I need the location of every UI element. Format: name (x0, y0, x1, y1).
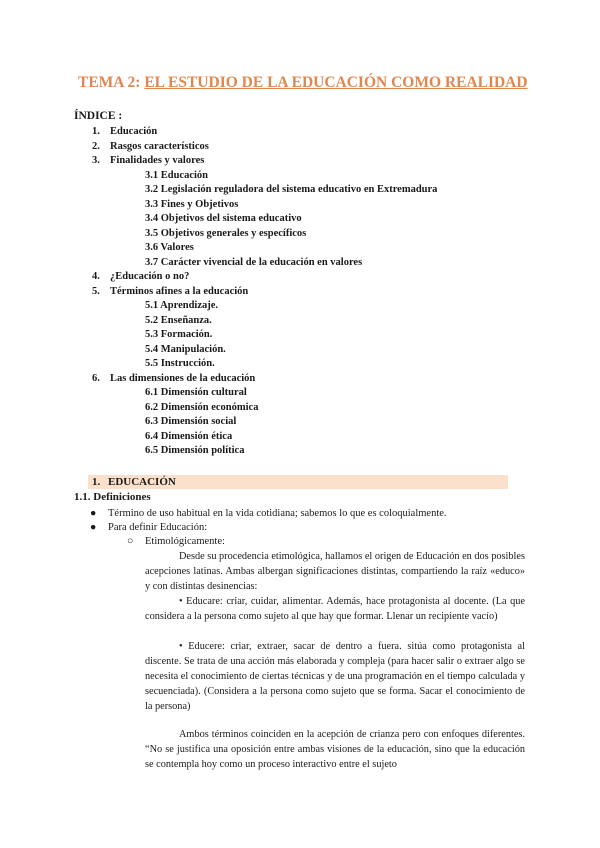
toc-subitem: 5.5 Instrucción. (145, 358, 215, 369)
title-prefix: TEMA 2: (78, 74, 145, 91)
section-number: 1. (92, 476, 101, 488)
sub-bullet-item: ○ Etimológicamente: (127, 536, 225, 547)
toc-subitem: 5.1 Aprendizaje. (145, 300, 219, 311)
section-heading (88, 475, 508, 489)
toc-subitem: 6.5 Dimensión política (145, 445, 245, 456)
toc-subitem: 6.3 Dimensión social (145, 416, 237, 427)
bullet-item: ● Para definir Educación: (90, 522, 208, 533)
toc-subitem: 5.4 Manipulación. (145, 343, 226, 355)
document-title (78, 74, 528, 92)
toc-item: 5. Términos afines a la educación (92, 285, 249, 297)
hollow-bullet-icon: ○ (127, 536, 134, 547)
paragraph: Desde su procedencia etimológica, hallamos el origen de Educación en dos posibles acepciones latinas. Ambas albergan significaciones distintas, compartiendo la raíz «educo» y con distintas desinencias: (145, 551, 525, 592)
toc-item: 1. Educación (92, 126, 158, 137)
toc-item: 6. Las dimensiones de la educación (92, 372, 256, 384)
paragraph: Ambos términos coinciden en la acepción de crianza pero con enfoques diferentes. “No se justifica una oposición entre ambas visiones de la educación, sino que la educación se contempla hoy como un proceso interactivo entre el sujeto (145, 729, 525, 770)
paragraph: • Educere: criar, extraer, sacar de dentro a fuera. sitúa como protagonista al discente. Se trata de una acción más elaborada y compleja (para hacer salir o extraer algo se necesita el conocimiento de ciertas técnicas y de una programación en el tiempo calculada y secuenciada). (Considera a la persona como sujeto que se forma. Sacar el conocimiento de la persona) (145, 641, 525, 712)
paragraph: • Educare: criar, cuidar, alimentar. Además, hace protagonista al docente. (La que considera a la persona como sujeto al que hay que formar. Llenar un recipiente vacío) (145, 596, 525, 622)
toc-item: 2. Rasgos característicos (92, 140, 209, 152)
toc-subitem: 6.2 Dimensión económica (145, 401, 259, 413)
bullet-dot-icon: ● (90, 508, 97, 519)
toc-item: 3. Finalidades y valores (92, 155, 205, 166)
toc-subitem: 3.4 Objetivos del sistema educativo (145, 213, 302, 224)
toc-subitem: 3.5 Objetivos generales y específicos (145, 227, 307, 239)
toc-item: 4. ¿Educación o no? (92, 271, 190, 282)
bullet-item: ● Término de uso habitual en la vida cotidiana; sabemos lo que es coloquialmente. (90, 508, 447, 519)
toc-subitem: 5.3 Formación. (145, 329, 213, 340)
toc-subitem: 3.6 Valores (145, 242, 194, 253)
index-label: ÍNDICE : (74, 110, 123, 122)
toc-subitem: 3.3 Fines y Objetivos (145, 198, 239, 210)
toc-subitem: 6.1 Dimensión cultural (145, 387, 247, 398)
subsection-title: 1.1. Definiciones (74, 491, 151, 503)
toc-subitem: 3.2 Legislación reguladora del sistema educativo en Extremadura (145, 184, 438, 195)
title-main: EL ESTUDIO DE LA EDUCACIÓN COMO REALIDAD (144, 74, 528, 91)
toc-subitem: 5.2 Enseñanza. (145, 314, 212, 326)
toc-subitem: 3.1 Educación (145, 169, 209, 181)
bullet-dot-icon: ● (90, 522, 97, 533)
toc-subitem: 3.7 Carácter vivencial de la educación en valores (145, 256, 363, 268)
section-title: EDUCACIÓN (108, 476, 176, 488)
toc-subitem: 6.4 Dimensión ética (145, 430, 233, 442)
